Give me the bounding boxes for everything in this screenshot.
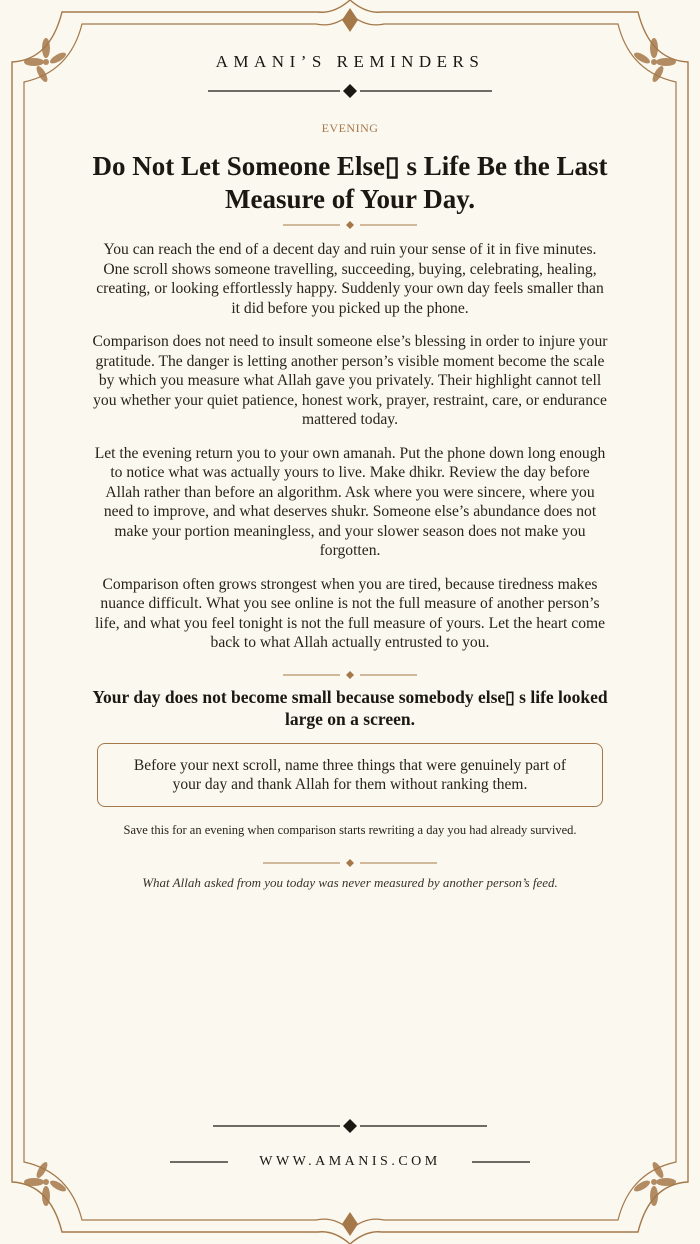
header-divider <box>208 84 492 98</box>
paragraph: Let the evening return you to your own amanah. Put the phone down long enough to notice what was actually yours to live. Make dhikr. Review the day before Allah rather than before an algorithm. Ask where you were sincere, where you need to improve, and what deserves shukr. Someone else’s abundance does not make your portion meaningless, and your slower season does not make you forgotten. <box>94 444 606 559</box>
save-note: Save this for an evening when comparison starts rewriting a day you had already survived. <box>123 823 577 837</box>
title-divider <box>283 221 417 229</box>
section-kicker: EVENING <box>321 121 379 135</box>
paragraph: Comparison does not need to insult someone else’s blessing in order to injure your gratitude. The danger is letting another person’s visible moment become the scale by which you measure what Allah gave you privately. Their highlight cannot tell you whether your quiet patience, honest work, prayer, restraint, care, or endurance mattered today. <box>92 333 608 428</box>
body-text <box>92 240 608 667</box>
action-box-text: Before your next scroll, name three things that were genuinely part of your day and thank Allah for them without ranking them. <box>133 756 567 793</box>
closing-divider <box>263 859 437 867</box>
page-title: Do Not Let Someone Else▯ s Life Be the Last Measure of Your Day. <box>92 151 608 214</box>
body-divider <box>283 671 417 679</box>
paragraph: You can reach the end of a decent day and ruin your sense of it in five minutes. One scroll shows someone travelling, succeeding, buying, celebrating, healing, creating, or looking effortlessly happy. Suddenly your own day feels smaller than it did before you picked up the phone. <box>96 241 604 317</box>
closing-line: What Allah asked from you today was never measured by another person’s feed. <box>142 875 558 890</box>
bottom-ornament-icon <box>342 1212 358 1236</box>
top-ornament-icon <box>342 8 358 32</box>
action-box <box>97 743 603 807</box>
brand-title: AMANI’S REMINDERS <box>215 52 485 71</box>
paragraph: Comparison often grows strongest when you are tired, because tiredness makes nuance difficult. What you see online is not the full measure of another person’s life, and what you feel tonight is not the full measure of yours. Let the heart come back to what Allah actually entrusted to you. <box>94 575 606 651</box>
pull-quote: Your day does not become small because somebody else▯ s life looked large on a screen. <box>92 687 608 729</box>
website-url[interactable]: WWW.AMANIS.COM <box>259 1154 441 1169</box>
